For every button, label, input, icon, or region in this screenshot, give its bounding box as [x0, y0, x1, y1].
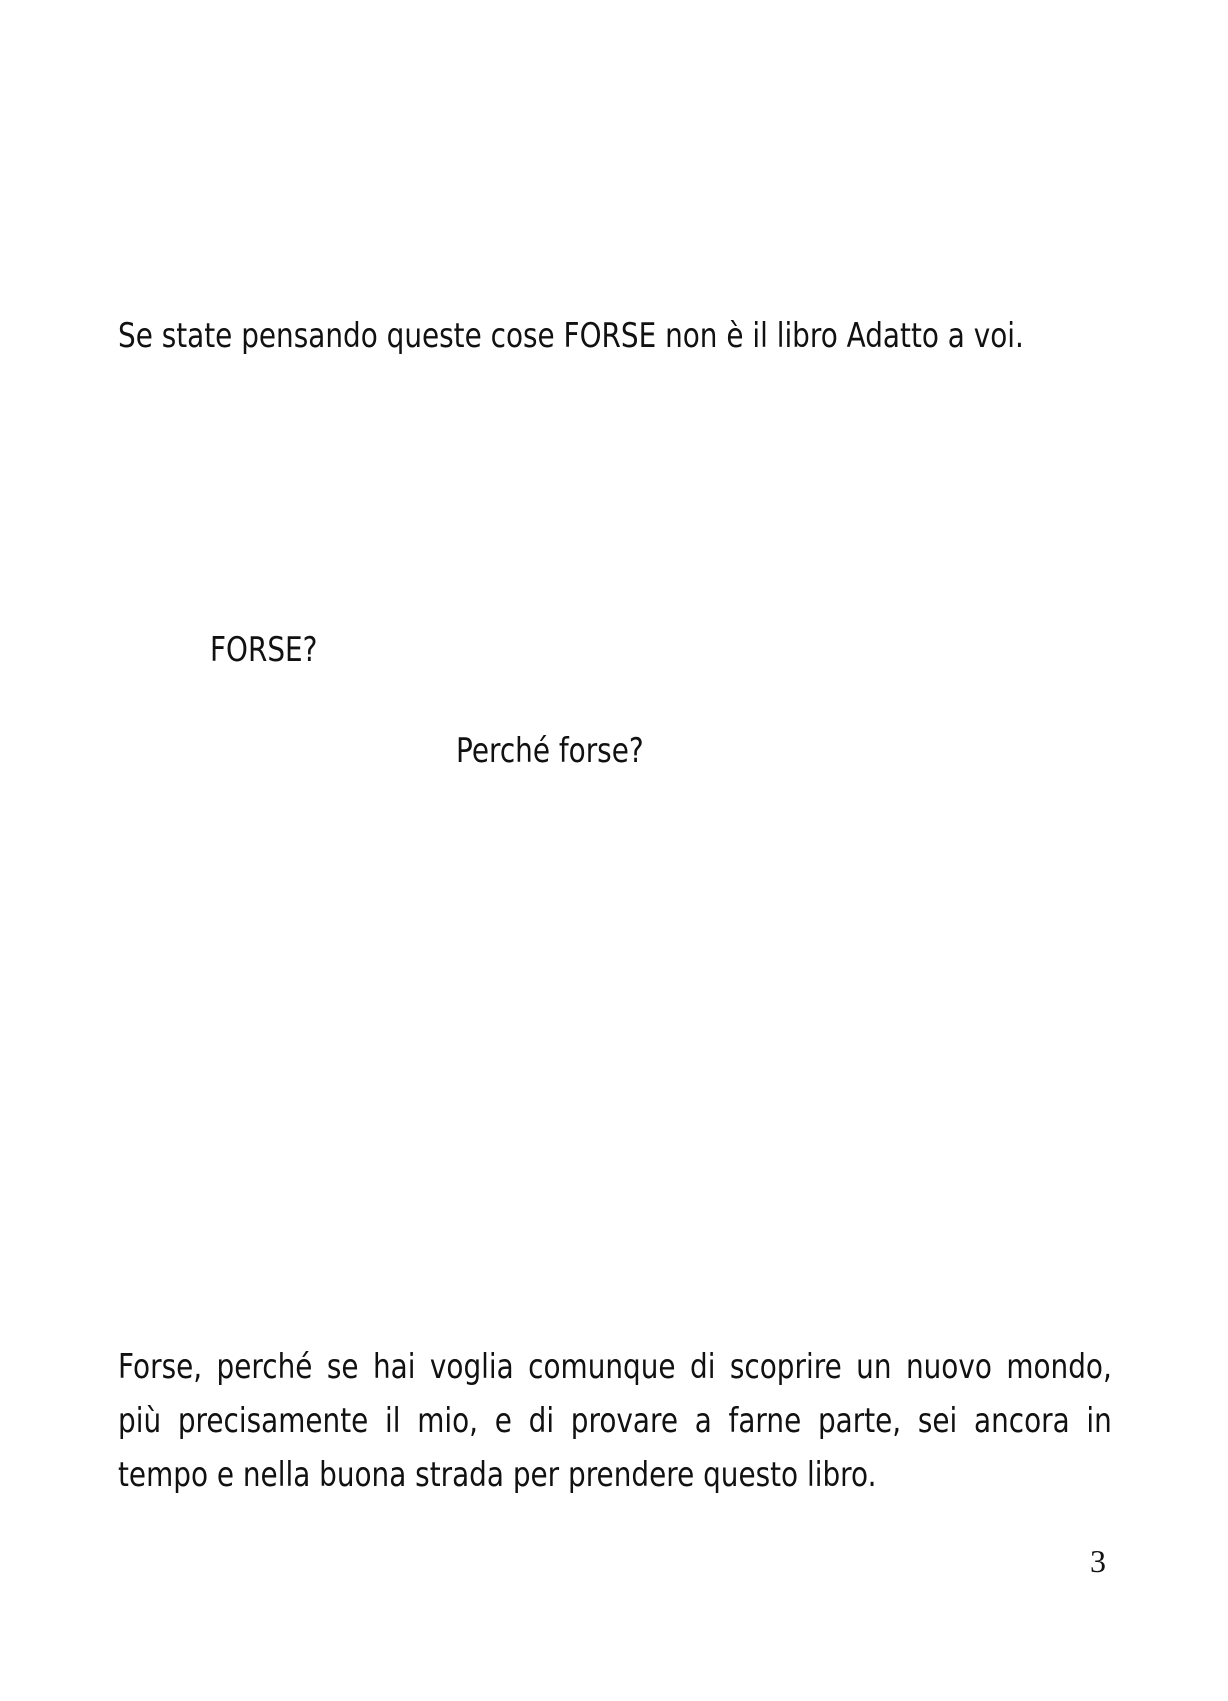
paragraph-line-3: tempo e nella buona strada per prendere questo libro.: [118, 1455, 877, 1495]
closing-paragraph: [118, 1340, 1112, 1502]
paragraph-line-1: Forse, perché se hai voglia comunque di scoprire un nuovo mondo,: [118, 1347, 1112, 1387]
page-number: 3: [1090, 1543, 1106, 1579]
perche-forse-question: Perché forse?: [456, 731, 644, 771]
paragraph-line-2: più precisamente il mio, e di provare a farne parte, sei ancora in: [118, 1401, 1112, 1441]
intro-sentence: Se state pensando queste cose FORSE non è il libro Adatto a voi.: [118, 316, 1024, 356]
forse-question: FORSE?: [210, 630, 318, 670]
